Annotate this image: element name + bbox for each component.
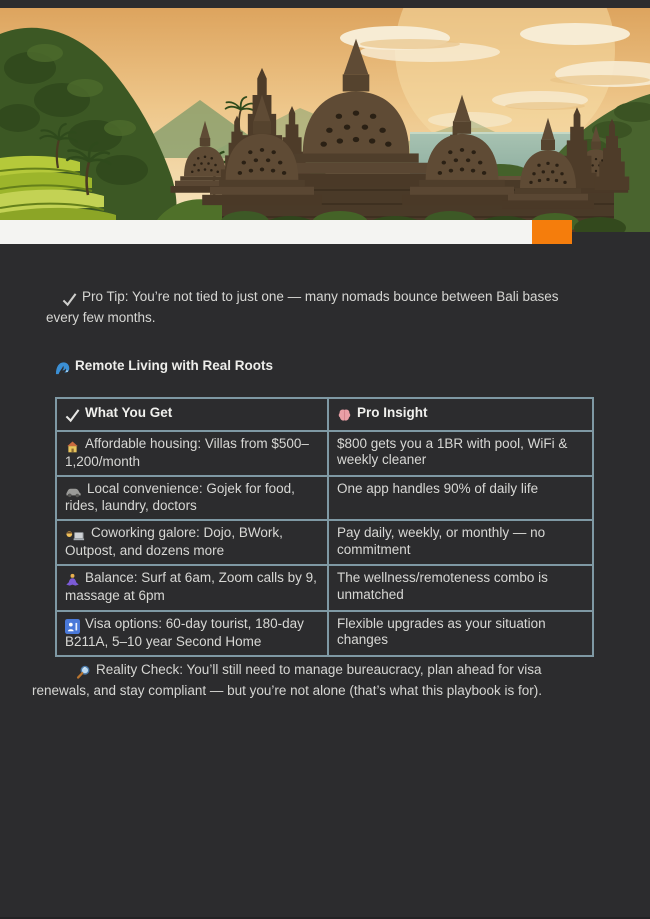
column-header-label: What You Get — [85, 405, 173, 420]
cell-pro-insight: $800 gets you a 1BR with pool, WiFi & weekly cleaner — [328, 431, 593, 476]
reality-check-text: Reality Check: You’ll still need to manage bureaucracy, plan ahead for visa renewals, and stay compliant — but you’re not alone (that’s what this playbook is for). — [32, 662, 543, 698]
meditation-icon — [65, 573, 80, 588]
car-icon — [65, 486, 82, 498]
wave-icon — [55, 361, 70, 376]
cell-what-you-get — [56, 611, 328, 656]
table-row — [56, 431, 593, 476]
check-icon — [54, 292, 77, 307]
magnifier-icon — [54, 665, 91, 680]
column-header-label: Pro Insight — [357, 405, 428, 420]
brain-icon — [337, 408, 352, 423]
technologist-icon — [65, 529, 86, 543]
column-header-what-you-get — [56, 398, 328, 431]
cell-what-you-get — [56, 520, 328, 565]
table-row — [56, 565, 593, 610]
cell-text: Visa options: 60-day tourist, 180-day B211A, 5–10 year Second Home — [65, 615, 304, 649]
table-row — [56, 611, 593, 656]
cell-pro-insight: One app handles 90% of daily life — [328, 476, 593, 520]
passport-icon — [65, 619, 80, 634]
cell-text: Balance: Surf at 6am, Zoom calls by 9, massage at 6pm — [65, 570, 317, 604]
cell-what-you-get — [56, 565, 328, 610]
column-header-pro-insight — [328, 398, 593, 431]
table-row — [56, 520, 593, 565]
reality-check-paragraph — [32, 659, 595, 701]
section-title: Remote Living with Real Roots — [75, 358, 274, 373]
comparison-table — [55, 397, 594, 657]
check-icon — [65, 408, 80, 423]
cell-pro-insight: Flexible upgrades as your situation changes — [328, 611, 593, 656]
section-heading — [55, 357, 273, 376]
pro-tip-text: Pro Tip: You’re not tied to just one — many nomads bounce between Bali bases every few months. — [46, 289, 559, 325]
accent-square — [532, 220, 572, 244]
cell-pro-insight: The wellness/remoteness combo is unmatched — [328, 565, 593, 610]
divider-bar — [0, 220, 572, 244]
table-row — [56, 476, 593, 520]
pro-tip-paragraph — [46, 286, 579, 328]
hero-image — [0, 8, 650, 232]
cell-text: Coworking galore: Dojo, BWork, Outpost, and dozens more — [65, 525, 283, 558]
cell-what-you-get — [56, 476, 328, 520]
cell-text: Local convenience: Gojek for food, rides, laundry, doctors — [65, 481, 295, 513]
house-icon — [65, 439, 80, 454]
cell-what-you-get — [56, 431, 328, 476]
cell-text: Affordable housing: Villas from $500–1,200/month — [65, 435, 309, 469]
cell-pro-insight: Pay daily, weekly, or monthly — no commitment — [328, 520, 593, 565]
table-header-row — [56, 398, 593, 431]
